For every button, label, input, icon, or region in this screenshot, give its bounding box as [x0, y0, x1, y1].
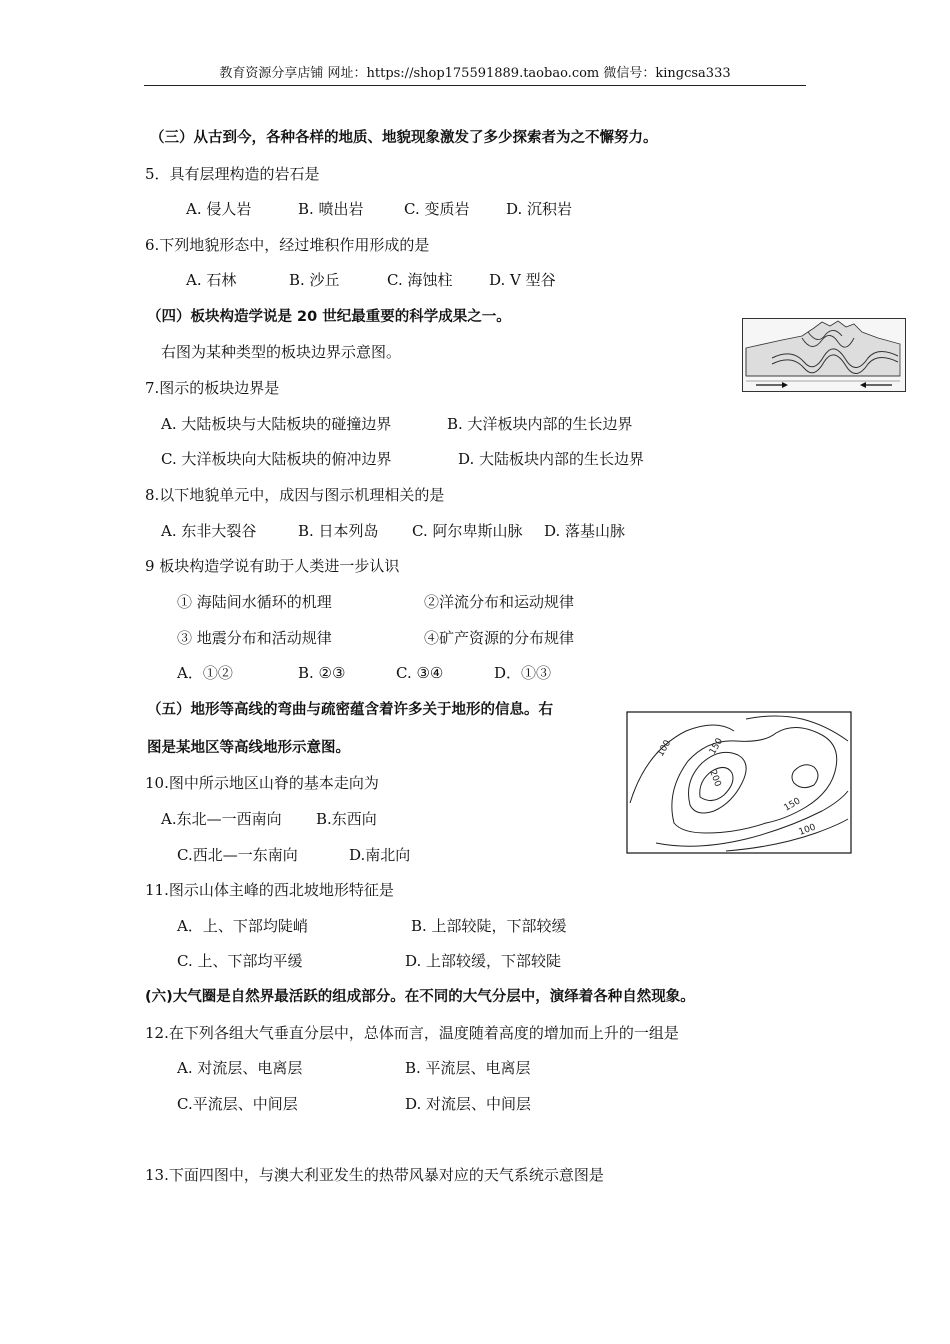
contour-label-200: 200: [707, 768, 723, 789]
question-10-stem: 10.图中所示地区山脊的基本走向为: [145, 774, 379, 792]
q6-option-a: A. 石林: [186, 271, 237, 289]
q12-option-c: C.平流层、中间层: [177, 1095, 298, 1113]
page-header: 教育资源分享店铺 网址：https://shop175591889.taobao.com 微信号：kingcsa333: [219, 66, 731, 81]
q11-option-a: A．上、下部均陡峭: [177, 917, 308, 935]
section-4-intro: 右图为某种类型的板块边界示意图。: [161, 343, 402, 361]
question-12-stem: 12.在下列各组大气垂直分层中，总体而言，温度随着高度的增加而上升的一组是: [145, 1024, 679, 1042]
q12-option-b: B. 平流层、电离层: [405, 1059, 531, 1077]
q12-option-d: D. 对流层、中间层: [405, 1095, 532, 1113]
q5-option-c: C. 变质岩: [404, 200, 470, 218]
section-3-heading: （三）从古到今，各种各样的地质、地貌现象激发了多少探索者为之不懈努力。: [150, 130, 658, 146]
q7-option-c: C. 大洋板块向大陆板块的俯冲边界: [161, 450, 392, 468]
contour-label-150-right: 150: [782, 796, 803, 814]
question-9-stem: 9 板块构造学说有助于人类进一步认识: [145, 557, 400, 575]
q11-option-b: B. 上部较陡，下部较缓: [411, 917, 567, 935]
question-13-stem: 13.下面四图中，与澳大利亚发生的热带风暴对应的天气系统示意图是: [145, 1166, 604, 1184]
section-5-heading-line2: 图是某地区等高线地形示意图。: [147, 740, 350, 756]
q7-option-d: D. 大陆板块内部的生长边界: [458, 450, 645, 468]
section-4-heading: （四）板块构造学说是 20 世纪最重要的科学成果之一。: [147, 309, 511, 325]
q9-item-4: ④矿产资源的分布规律: [424, 629, 575, 647]
q10-option-a: A.东北—一西南向: [161, 810, 282, 828]
q10-option-b: B.东西向: [316, 810, 377, 828]
q5-option-a: A. 侵人岩: [186, 200, 252, 218]
q7-option-a: A. 大陆板块与大陆板块的碰撞边界: [161, 415, 392, 433]
q5-option-b: B. 喷出岩: [298, 200, 364, 218]
q9-item-1: ① 海陆间水循环的机理: [177, 593, 332, 611]
question-5-stem: 5．具有层理构造的岩石是: [145, 165, 320, 183]
section-5-heading-line1: （五）地形等高线的弯曲与疏密蕴含着许多关于地形的信息。右: [147, 702, 553, 718]
question-6-stem: 6.下列地貌形态中，经过堆积作用形成的是: [145, 236, 430, 254]
q10-option-d: D.南北向: [349, 846, 411, 864]
q6-option-c: C. 海蚀柱: [387, 271, 453, 289]
question-11-stem: 11.图示山体主峰的西北坡地形特征是: [145, 881, 394, 899]
q11-option-c: C. 上、下部均平缓: [177, 952, 303, 970]
contour-map-figure: [626, 711, 852, 854]
q7-option-b: B. 大洋板块内部的生长边界: [447, 415, 633, 433]
q9-item-3: ③ 地震分布和活动规律: [177, 629, 332, 647]
q6-option-d: D. V 型谷: [489, 271, 556, 289]
q5-option-d: D. 沉积岩: [506, 200, 573, 218]
q12-option-a: A. 对流层、电离层: [177, 1059, 303, 1077]
plate-boundary-figure: [742, 318, 906, 392]
question-8-stem: 8.以下地貌单元中，成因与图示机理相关的是: [145, 486, 445, 504]
contour-label-100-right: 100: [797, 822, 818, 838]
q8-option-a: A. 东非大裂谷: [161, 522, 257, 540]
contour-label-100-left: 100: [655, 738, 674, 759]
q6-option-b: B. 沙丘: [289, 271, 340, 289]
q8-option-c: C. 阿尔卑斯山脉: [412, 522, 523, 540]
q10-option-c: C.西北—一东南向: [177, 846, 298, 864]
q9-item-2: ②洋流分布和运动规律: [424, 593, 575, 611]
q8-option-b: B. 日本列岛: [298, 522, 379, 540]
question-7-stem: 7.图示的板块边界是: [145, 379, 280, 397]
q9-option-d: D．①③: [494, 664, 552, 682]
q11-option-d: D. 上部较缓，下部较陡: [405, 952, 562, 970]
q9-option-a: A．①②: [177, 664, 233, 682]
q8-option-d: D. 落基山脉: [544, 522, 626, 540]
contour-label-150-top: 150: [707, 736, 726, 757]
q9-option-b: B. ②③: [298, 664, 346, 682]
header-divider: [144, 85, 806, 86]
section-6-heading: (六)大气圈是自然界最活跃的组成部分。在不同的大气分层中，演绎着各种自然现象。: [145, 989, 695, 1005]
q9-option-c: C. ③④: [396, 664, 444, 682]
